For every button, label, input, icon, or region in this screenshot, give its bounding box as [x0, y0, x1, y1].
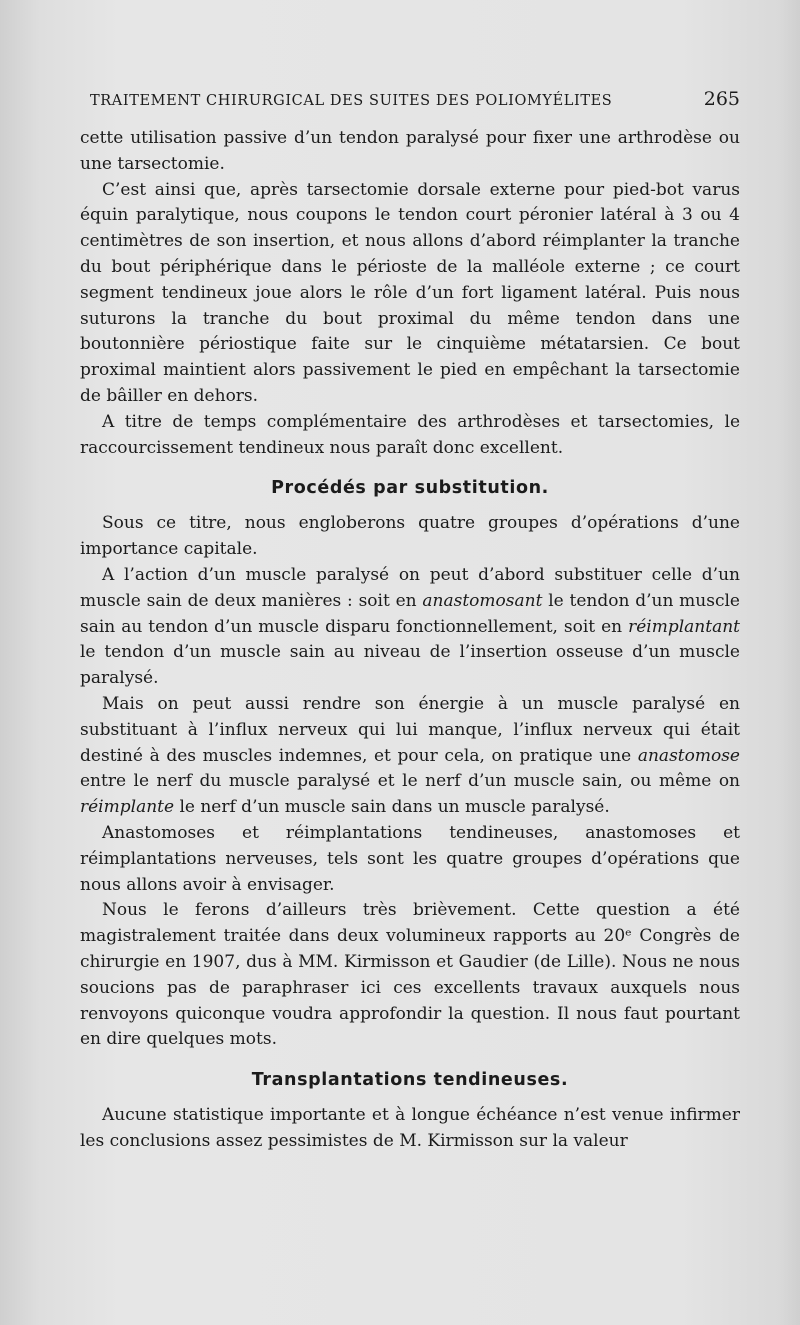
- text-run: Mais on peut aussi rendre son énergie à un muscle paralysé en substituant à l’influx nerveux qui lui manque, l’influx nerveux qui était destiné à des muscles indemnes, et pour cela, on pratique une: [80, 693, 740, 766]
- running-title: TRAITEMENT CHIRURGICAL DES SUITES DES POLIOMYÉLITES: [90, 93, 613, 109]
- page-number: 265: [703, 88, 740, 110]
- italic-term: réimplante: [80, 797, 175, 818]
- paragraph-groupes: Sous ce titre, nous engloberons quatre groupes d’opérations d’une importance capitale.: [80, 513, 740, 560]
- text-run: le tendon d’un muscle sain au niveau de l’insertion osseuse d’un muscle paralysé.: [80, 642, 740, 689]
- paragraph-action-muscle: [80, 563, 740, 692]
- page-text-block: [80, 88, 740, 1155]
- paragraph-anastomoses: Anastomoses et réimplantations tendineuses, anastomoses et réimplantations nerveuses, tels sont les quatre groupes d’opérations que nous allons avoir à envisager.: [80, 822, 740, 895]
- paragraph-brievement: Nous le ferons d’ailleurs très brièvement. Cette question a été magistralement traitée dans deux volumineux rapports au 20ᵉ Congrès de chirurgie en 1907, dus à MM. Kirmisson et Gaudier (de Lille). Nous ne nous soucions pas de paraphraser ici ces excellents travaux auxquels nous renvoyons quiconque voudra approfondir la question. Il nous faut pourtant en dire quelques mots.: [80, 900, 740, 1050]
- text-run: le tendon d’un muscle sain au tendon d’un muscle disparu fonctionnellement, soit en: [80, 590, 740, 637]
- text-run: A l’action d’un muscle paralysé on peut d’abord substituer celle d’un muscle sain de deux manières : soit en: [80, 564, 740, 611]
- italic-term: réimplantant: [628, 616, 740, 637]
- text-run: entre le nerf du muscle paralysé et le nerf d’un muscle sain, ou même on: [80, 771, 740, 792]
- paragraph-tarsectomie: C’est ainsi que, après tarsectomie dorsale externe pour pied-bot varus équin paralytique, nous coupons le tendon court péronier latéral à 3 ou 4 centimètres de son insertion, et nous allons d’abord réimplanter la tranche du bout périphérique dans le périoste de la malléole externe ; ce court segment tendineux joue alors le rôle d’un fort ligament latéral. Puis nous suturons la tranche du bout proximal du même tendon dans une boutonnière périostique faite sur le cinquième métatarsien. Ce bout proximal maintient alors passivement le pied en empêchant la tarsectomie de bâiller en dehors.: [80, 179, 740, 406]
- paragraph-continuation: cette utilisation passive d’un tendon paralysé pour fixer une arthrodèse ou une tarsectomie.: [80, 128, 740, 174]
- text-run: le nerf d’un muscle sain dans un muscle paralysé.: [174, 797, 610, 818]
- italic-term: anastomose: [637, 745, 740, 766]
- paragraph-statistique: Aucune statistique importante et à longue échéance n’est venue infirmer les conclusions assez pessimistes de M. Kirmisson sur la valeur: [80, 1105, 740, 1151]
- section-heading-substitution: Procédés par substitution.: [271, 478, 549, 499]
- italic-term: anastomosant: [422, 590, 543, 611]
- paragraph-raccourcissement: A titre de temps complémentaire des arthrodèses et tarsectomies, le raccourcissement tendineux nous paraît donc excellent.: [80, 411, 740, 458]
- section-heading-transplantations: Transplantations tendineuses.: [251, 1070, 569, 1091]
- paragraph-influx-nerveux: [80, 692, 740, 821]
- running-header: [90, 88, 740, 126]
